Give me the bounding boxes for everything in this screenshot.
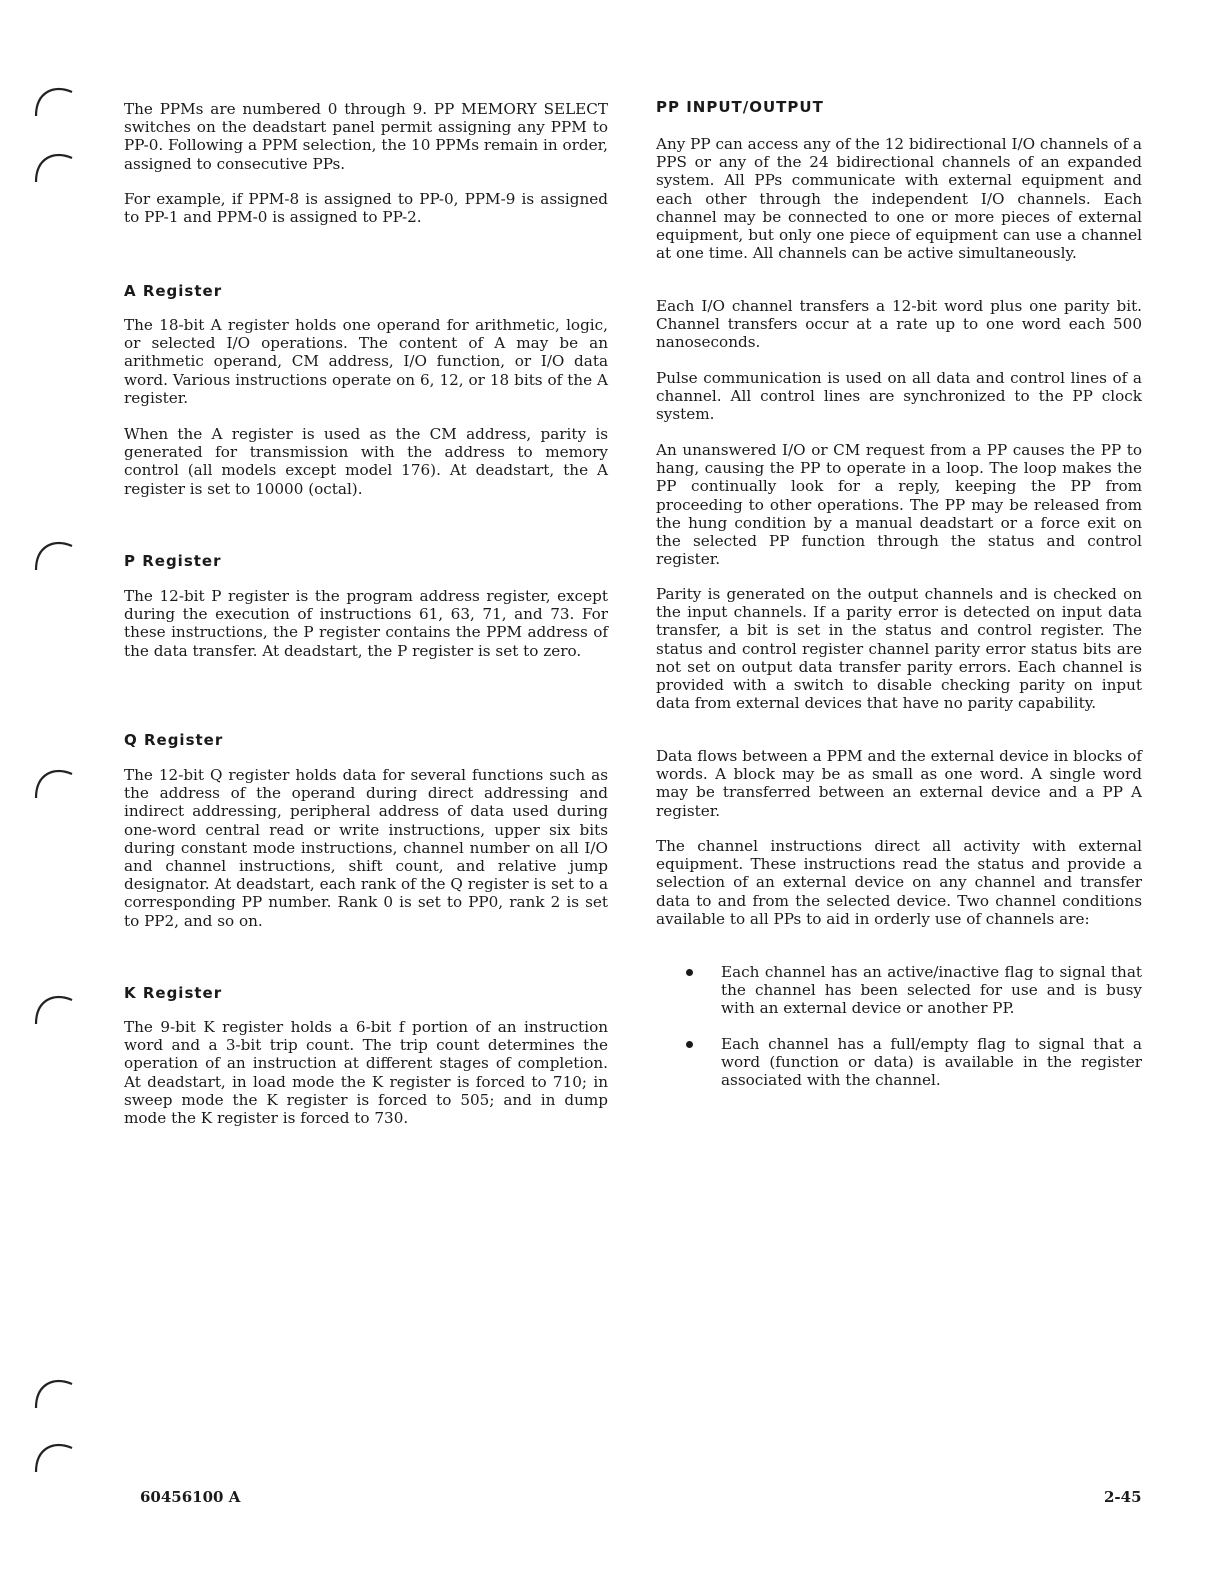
a-register-paragraph: The 18-bit A register holds one operand for arithmetic, logic, or selected I/O operations. The content of A may be an arithmetic operand, CM address, I/O function, or I/O data word. Various instructions operate on 6, 12, or 18 bits of the A register. xyxy=(124,316,608,407)
footer-doc-number: 60456100 A xyxy=(140,1488,241,1506)
k-register-heading: K Register xyxy=(124,984,223,1002)
bullet-dot-icon xyxy=(686,969,693,976)
intro-example-paragraph: For example, if PPM-8 is assigned to PP-0, PPM-9 is assigned to PP-1 and PPM-0 is assigned to PP-2. xyxy=(124,190,608,227)
io-paragraph: The channel instructions direct all activity with external equipment. These instructions read the status and provide a selection of an external device on any channel and transfer data to and from the selected device. Two channel conditions available to all PPs to aid in orderly use of channels are: xyxy=(656,837,1142,928)
binder-hole-mark xyxy=(30,1438,78,1486)
bullet-text: Each channel has a full/empty flag to signal that a word (function or data) is available in the register associated with the channel. xyxy=(721,1035,1142,1090)
binder-hole-mark xyxy=(30,1374,78,1422)
footer-page-number: 2-45 xyxy=(1104,1488,1142,1506)
binder-hole-mark xyxy=(30,990,78,1038)
pp-input-output-heading: PP INPUT/OUTPUT xyxy=(656,98,824,116)
q-register-paragraph: The 12-bit Q register holds data for several functions such as the address of the operand during direct addressing and indirect addressing, peripheral address of data used during one-word central read or write instructions, upper six bits during constant mode instructions, channel number on all I/O and channel instructions, shift count, and relative jump designator. At deadstart, each rank of the Q register is set to a corresponding PP number. Rank 0 is set to PP0, rank 2 is set to PP2, and so on. xyxy=(124,766,608,930)
bullet-text: Each channel has an active/inactive flag to signal that the channel has been selected for use and is busy with an external device or another PP. xyxy=(721,963,1142,1018)
q-register-heading: Q Register xyxy=(124,731,224,749)
io-paragraph: An unanswered I/O or CM request from a PP causes the PP to hang, causing the PP to operate in a loop. The loop makes the PP continually look for a reply, keeping the PP from proceeding to other operations. The PP may be released from the hung condition by a manual deadstart or a force exit on the selected PP function through the status and control register. xyxy=(656,441,1142,569)
binder-hole-mark xyxy=(30,148,78,196)
k-register-paragraph: The 9-bit K register holds a 6-bit f portion of an instruction word and a 3-bit trip count. The trip count determines the operation of an instruction at different stages of completion. At deadstart, in load mode the K register is forced to 710; in sweep mode the K register is forced to 505; and in dump mode the K register is forced to 730. xyxy=(124,1018,608,1128)
io-paragraph: Parity is generated on the output channels and is checked on the input channels. If a parity error is detected on input data transfer, a bit is set in the status and control register. The status and control register channel parity error status bits are not set on output data transfer parity errors. Each channel is provided with a switch to disable checking parity on input data from external devices that have no parity capability. xyxy=(656,585,1142,713)
bullet-dot-icon xyxy=(686,1041,693,1048)
io-paragraph: Data flows between a PPM and the external device in blocks of words. A block may be as small as one word. A single word may be transferred between an external device and a PP A register. xyxy=(656,747,1142,820)
io-paragraph: Pulse communication is used on all data and control lines of a channel. All control lines are synchronized to the PP clock system. xyxy=(656,369,1142,424)
binder-hole-mark xyxy=(30,764,78,812)
io-paragraph: Any PP can access any of the 12 bidirectional I/O channels of a PPS or any of the 24 bidirectional channels of an expanded system. All PPs communicate with external equipment and each other through the independent I/O channels. Each channel may be connected to one or more pieces of external equipment, but only one piece of equipment can use a channel at one time. All channels can be active simultaneously. xyxy=(656,135,1142,263)
p-register-heading: P Register xyxy=(124,552,222,570)
binder-hole-mark xyxy=(30,82,78,130)
p-register-paragraph: The 12-bit P register is the program address register, except during the execution of instructions 61, 63, 71, and 73. For these instructions, the P register contains the PPM address of the data transfer. At deadstart, the P register is set to zero. xyxy=(124,587,608,660)
a-register-paragraph: When the A register is used as the CM address, parity is generated for transmission with the address to memory control (all models except model 176). At deadstart, the A register is set to 10000 (octal). xyxy=(124,425,608,498)
io-paragraph: Each I/O channel transfers a 12-bit word plus one parity bit. Channel transfers occur at a rate up to one word each 500 nanoseconds. xyxy=(656,297,1142,352)
binder-hole-mark xyxy=(30,536,78,584)
intro-paragraph: The PPMs are numbered 0 through 9. PP MEMORY SELECT switches on the deadstart panel permit assigning any PPM to PP-0. Following a PPM selection, the 10 PPMs remain in order, assigned to consecutive PPs. xyxy=(124,100,608,173)
a-register-heading: A Register xyxy=(124,282,223,300)
